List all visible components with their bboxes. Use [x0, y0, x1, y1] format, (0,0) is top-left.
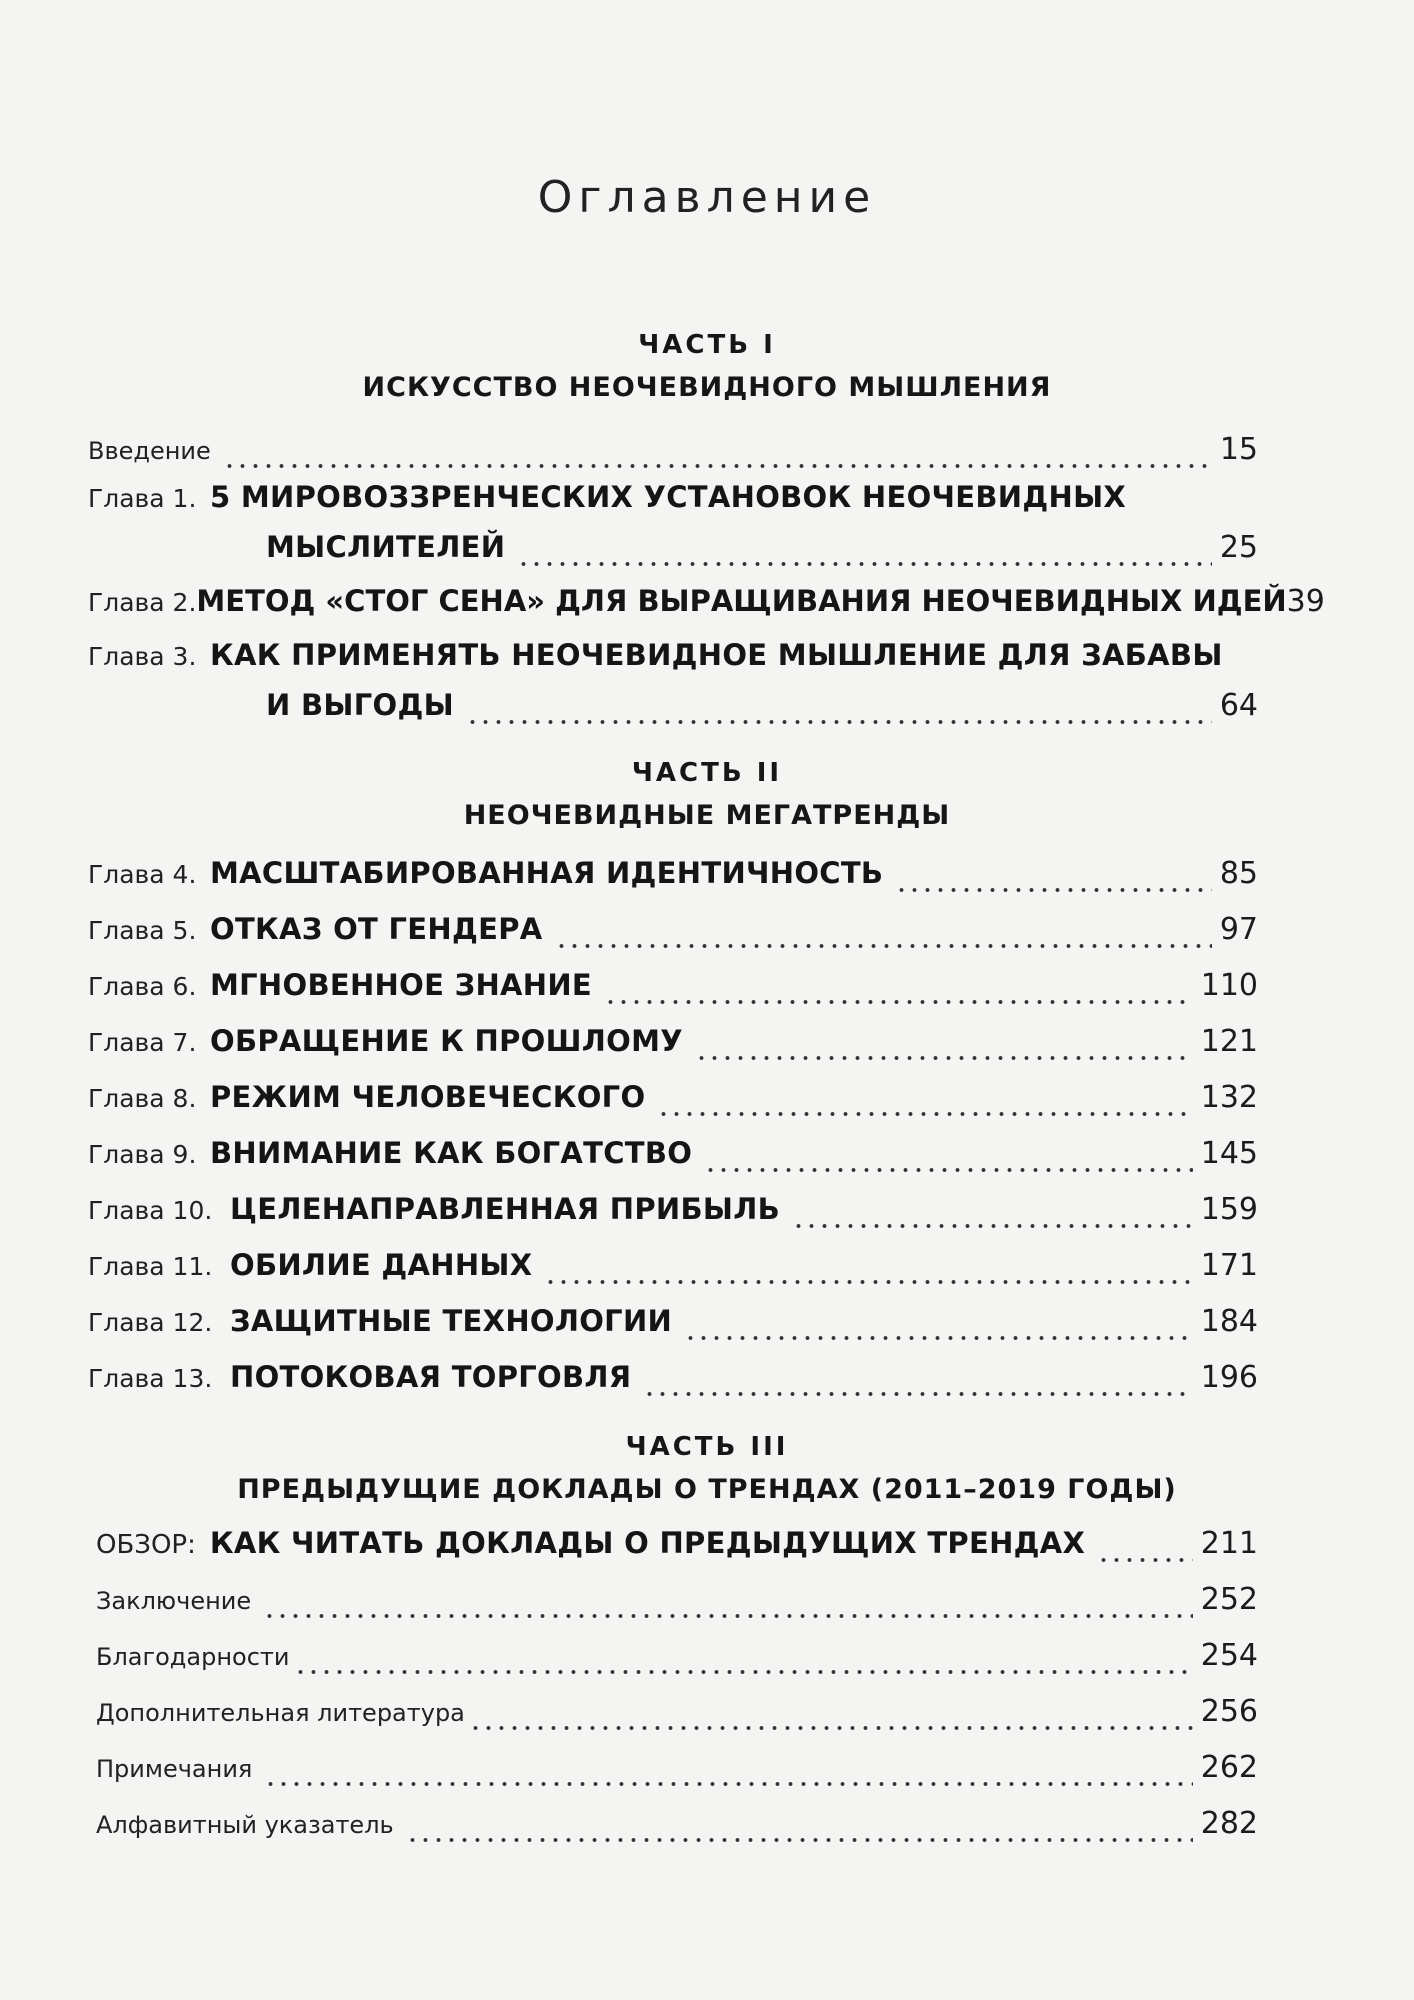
entry-prefix: Глава 2.: [88, 588, 197, 617]
entry-second-line: [266, 688, 1258, 736]
entry-title: МАСШТАБИРОВАННАЯ ИДЕНТИЧНОСТЬ: [210, 856, 884, 890]
entry-prefix: ОБЗОР:: [96, 1530, 196, 1560]
entry-page: 196: [1200, 1360, 1258, 1395]
entry-title: Заключение: [96, 1587, 252, 1615]
entry-title: Введение: [88, 437, 211, 465]
entry-title: РЕЖИМ ЧЕЛОВЕЧЕСКОГО: [210, 1080, 646, 1114]
dot-leader: [704, 1166, 1193, 1174]
dot-leader: [1097, 1556, 1193, 1564]
toc-entry-conclusion[interactable]: [96, 1582, 1258, 1630]
entry-page: 132: [1200, 1080, 1258, 1115]
toc-entry-notes[interactable]: [96, 1750, 1258, 1798]
page-title: Оглавление: [537, 172, 877, 223]
entry-title: КАК ЧИТАТЬ ДОКЛАДЫ О ПРЕДЫДУЩИХ ТРЕНДАХ: [209, 1526, 1086, 1560]
dot-leader: [466, 718, 1212, 726]
dot-leader: [517, 560, 1212, 568]
dot-leader: [263, 1612, 1193, 1620]
toc-entry-overview[interactable]: [96, 1526, 1258, 1574]
entry-title: Алфавитный указатель: [96, 1811, 394, 1839]
entry-title: Благодарности: [96, 1643, 290, 1671]
entry-page: 282: [1200, 1806, 1258, 1841]
toc-entry-chapter-10[interactable]: [88, 1192, 1258, 1240]
part-2-name: НЕОЧЕВИДНЫЕ МЕГАТРЕНДЫ: [463, 800, 951, 831]
entry-title-line1: 5 МИРОВОЗЗРЕНЧЕСКИХ УСТАНОВОК НЕОЧЕВИДНЫХ: [210, 480, 1127, 514]
entry-page: 64: [1219, 688, 1258, 723]
entry-title: ОБРАЩЕНИЕ К ПРОШЛОМУ: [210, 1024, 683, 1058]
entry-page: 145: [1200, 1136, 1258, 1171]
toc-entry-introduction[interactable]: [88, 432, 1258, 480]
entry-title: Дополнительная литература: [96, 1699, 465, 1727]
entry-page: 159: [1200, 1192, 1258, 1227]
entry-page: 256: [1200, 1694, 1258, 1729]
entry-page: 85: [1219, 856, 1258, 891]
entry-title-line2: МЫСЛИТЕЛЕЙ: [266, 530, 506, 564]
dot-leader: [469, 1724, 1193, 1732]
entry-page: 97: [1219, 912, 1258, 947]
entry-first-line: [88, 480, 1126, 528]
entry-second-line: [266, 530, 1258, 578]
toc-entry-chapter-12[interactable]: [88, 1304, 1258, 1352]
entry-prefix: Глава 9.: [88, 1140, 197, 1169]
toc-entry-index[interactable]: [96, 1806, 1258, 1854]
entry-page: 25: [1219, 530, 1258, 565]
toc-entry-chapter-13[interactable]: [88, 1360, 1258, 1408]
entry-title: ЦЕЛЕНАПРАВЛЕННАЯ ПРИБЫЛЬ: [230, 1192, 781, 1226]
part-3-name: ПРЕДЫДУЩИЕ ДОКЛАДЫ О ТРЕНДАХ (2011–2019 ГОДЫ): [237, 1474, 1177, 1505]
entry-first-line: [88, 638, 1223, 686]
entry-page: 262: [1200, 1750, 1258, 1785]
entry-title: ОБИЛИЕ ДАННЫХ: [230, 1248, 533, 1282]
toc-entry-chapter-8[interactable]: [88, 1080, 1258, 1128]
dot-leader: [555, 942, 1212, 950]
toc-entry-chapter-6[interactable]: [88, 968, 1258, 1016]
entry-page: 171: [1200, 1248, 1258, 1283]
part-2-number: ЧАСТЬ II: [631, 758, 783, 788]
dot-leader: [792, 1222, 1193, 1230]
entry-title: МГНОВЕННОЕ ЗНАНИЕ: [210, 968, 593, 1002]
dot-leader: [895, 886, 1211, 894]
entry-prefix: Глава 1.: [88, 484, 197, 513]
dot-leader: [604, 998, 1193, 1006]
dot-leader: [544, 1278, 1192, 1286]
part-1-number: ЧАСТЬ I: [638, 330, 776, 360]
entry-title: МЕТОД «СТОГ СЕНА» ДЛЯ ВЫРАЩИВАНИЯ НЕОЧЕВИДНЫХ ИДЕЙ: [196, 584, 1287, 618]
entry-prefix: Глава 3.: [88, 642, 197, 671]
entry-page: 254: [1200, 1638, 1258, 1673]
entry-prefix: Глава 12.: [88, 1308, 213, 1337]
entry-page: 121: [1200, 1024, 1258, 1059]
dot-leader: [223, 462, 1212, 470]
entry-prefix: Глава 11.: [88, 1252, 213, 1281]
entry-page: 252: [1200, 1582, 1258, 1617]
entry-title-line2: И ВЫГОДЫ: [266, 688, 454, 722]
entry-prefix: Глава 6.: [88, 972, 197, 1001]
dot-leader: [406, 1836, 1193, 1844]
entry-title: ПОТОКОВАЯ ТОРГОВЛЯ: [230, 1360, 632, 1394]
dot-leader: [695, 1054, 1193, 1062]
toc-entry-chapter-9[interactable]: [88, 1136, 1258, 1184]
entry-title: ЗАЩИТНЫЕ ТЕХНОЛОГИИ: [230, 1304, 673, 1338]
dot-leader: [264, 1780, 1192, 1788]
dot-leader: [294, 1668, 1193, 1676]
entry-title: ВНИМАНИЕ КАК БОГАТСТВО: [210, 1136, 693, 1170]
toc-entry-acknowledgements[interactable]: [96, 1638, 1258, 1686]
dot-leader: [684, 1334, 1193, 1342]
entry-page: 211: [1200, 1526, 1258, 1561]
entry-prefix: Глава 13.: [88, 1364, 213, 1393]
entry-prefix: Глава 5.: [88, 916, 197, 945]
entry-page: 39: [1286, 584, 1325, 619]
entry-prefix: Глава 7.: [88, 1028, 197, 1057]
entry-title: Примечания: [96, 1755, 253, 1783]
entry-prefix: Глава 10.: [88, 1196, 213, 1225]
dot-leader: [643, 1390, 1192, 1398]
toc-entry-chapter-7[interactable]: [88, 1024, 1258, 1072]
entry-prefix: Глава 4.: [88, 860, 197, 889]
toc-entry-chapter-11[interactable]: [88, 1248, 1258, 1296]
toc-entry-chapter-2[interactable]: [88, 584, 1325, 632]
toc-entry-chapter-4[interactable]: [88, 856, 1258, 904]
entry-title-line1: КАК ПРИМЕНЯТЬ НЕОЧЕВИДНОЕ МЫШЛЕНИЕ ДЛЯ ЗАБАВЫ: [210, 638, 1223, 672]
entry-page: 15: [1219, 432, 1258, 467]
entry-prefix: Глава 8.: [88, 1084, 197, 1113]
dot-leader: [657, 1110, 1192, 1118]
toc-entry-chapter-5[interactable]: [88, 912, 1258, 960]
entry-title: ОТКАЗ ОТ ГЕНДЕРА: [210, 912, 543, 946]
part-1-name: ИСКУССТВО НЕОЧЕВИДНОГО МЫШЛЕНИЯ: [362, 372, 1052, 403]
toc-entry-further-reading[interactable]: [96, 1694, 1258, 1742]
entry-page: 110: [1200, 968, 1258, 1003]
part-3-number: ЧАСТЬ III: [625, 1432, 789, 1462]
entry-page: 184: [1200, 1304, 1258, 1339]
